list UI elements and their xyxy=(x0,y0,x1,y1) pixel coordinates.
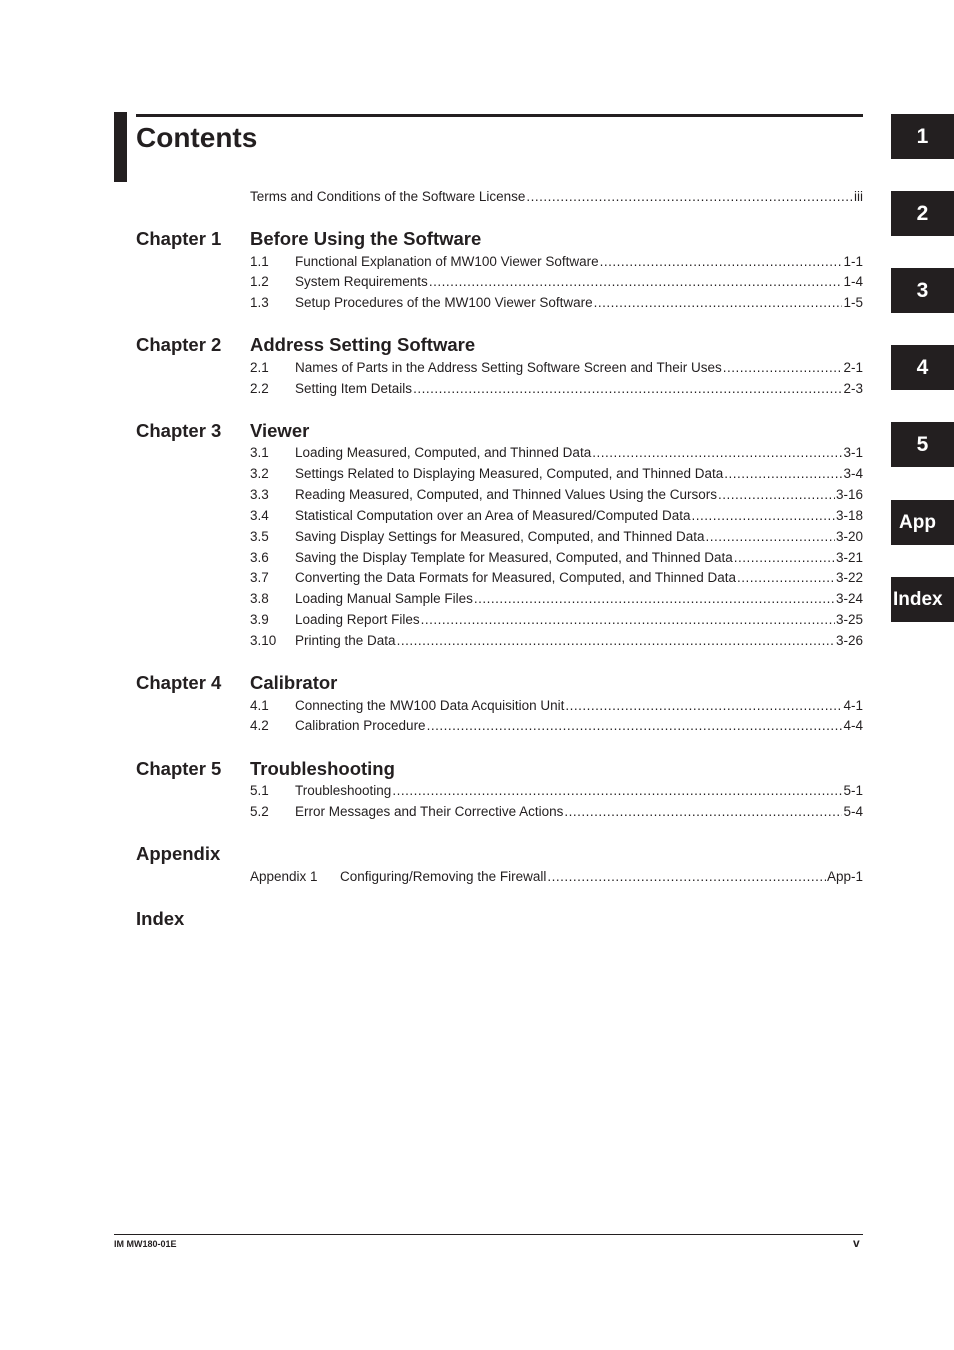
leader-dots xyxy=(429,273,843,291)
toc-entry-page: 3-21 xyxy=(835,550,863,565)
toc-entry-number: 3.3 xyxy=(250,487,269,502)
tab-chapter-4[interactable]: 4 xyxy=(891,345,954,390)
leader-dots xyxy=(413,380,842,398)
toc-entry-text: Loading Report Files xyxy=(295,612,420,627)
leader-dots xyxy=(392,782,842,800)
toc-entry-text: Error Messages and Their Corrective Actions xyxy=(295,804,564,819)
toc-entry-page: iii xyxy=(854,189,863,204)
footer-rule xyxy=(114,1234,863,1235)
toc-entry[interactable] xyxy=(250,380,863,398)
toc-entry-page: 1-5 xyxy=(843,295,863,310)
title-rule xyxy=(136,114,863,117)
toc-entry[interactable] xyxy=(250,507,863,525)
toc-entry-page: 4-1 xyxy=(843,698,863,713)
chapter-4-label: Chapter 4 xyxy=(136,672,222,693)
toc-entry-text: Saving Display Settings for Measured, Computed, and Thinned Data xyxy=(295,529,705,544)
toc-entry-text: Functional Explanation of MW100 Viewer Software xyxy=(295,254,599,269)
toc-entry-page: 1-4 xyxy=(843,274,863,289)
toc-entry-page: 2-3 xyxy=(843,381,863,396)
chapter-5-title[interactable]: Troubleshooting xyxy=(250,758,395,779)
leader-dots xyxy=(724,465,842,483)
toc-entry[interactable] xyxy=(250,697,863,715)
leader-dots xyxy=(691,507,835,525)
leader-dots xyxy=(564,803,842,821)
toc-entry[interactable] xyxy=(250,632,863,650)
leader-dots xyxy=(526,188,853,206)
toc-entry-page: 3-1 xyxy=(843,445,863,460)
toc-entry-number: 3.6 xyxy=(250,550,269,565)
toc-entry-page: 3-22 xyxy=(835,570,863,585)
toc-entry-number: 3.4 xyxy=(250,508,269,523)
toc-entry[interactable] xyxy=(250,273,863,291)
toc-entry-number: 4.1 xyxy=(250,698,269,713)
toc-entry-page: App-1 xyxy=(826,869,863,884)
toc-entry-text: Loading Manual Sample Files xyxy=(295,591,473,606)
leader-dots xyxy=(734,549,835,567)
leader-dots xyxy=(547,868,826,886)
toc-entry-number: Appendix 1 xyxy=(250,869,318,884)
toc-entry-page: 1-1 xyxy=(843,254,863,269)
toc-entry[interactable] xyxy=(250,803,863,821)
toc-entry-page: 3-18 xyxy=(835,508,863,523)
toc-entry[interactable] xyxy=(250,590,863,608)
leader-dots xyxy=(427,717,843,735)
toc-entry-page: 4-4 xyxy=(843,718,863,733)
toc-entry-number: 2.1 xyxy=(250,360,269,375)
toc-entry-number: 3.8 xyxy=(250,591,269,606)
toc-entry-text: Settings Related to Displaying Measured, Computed, and Thinned Data xyxy=(295,466,724,481)
toc-entry-text: Printing the Data xyxy=(295,633,396,648)
toc-entry-text: Reading Measured, Computed, and Thinned Values Using the Cursors xyxy=(295,487,717,502)
toc-entry-license[interactable] xyxy=(250,188,863,206)
toc-entry-page: 3-16 xyxy=(835,487,863,502)
toc-entry-text: Saving the Display Template for Measured, Computed, and Thinned Data xyxy=(295,550,733,565)
toc-entry-number: 3.2 xyxy=(250,466,269,481)
toc-entry[interactable] xyxy=(250,294,863,312)
toc-entry-text: Terms and Conditions of the Software License xyxy=(250,189,526,204)
chapter-2-title[interactable]: Address Setting Software xyxy=(250,334,476,355)
tab-chapter-2[interactable]: 2 xyxy=(891,191,954,236)
leader-dots xyxy=(723,359,843,377)
toc-entry[interactable] xyxy=(250,465,863,483)
toc-entry[interactable] xyxy=(250,782,863,800)
leader-dots xyxy=(421,611,835,629)
toc-entry-page: 3-25 xyxy=(835,612,863,627)
toc-entry-page: 3-4 xyxy=(843,466,863,481)
leader-dots xyxy=(705,528,834,546)
toc-entry-number: 1.2 xyxy=(250,274,269,289)
chapter-3-label: Chapter 3 xyxy=(136,420,222,441)
leader-dots xyxy=(592,444,842,462)
toc-entry[interactable] xyxy=(250,569,863,587)
toc-entry-text: Setup Procedures of the MW100 Viewer Software xyxy=(295,295,593,310)
toc-entry-number: 1.1 xyxy=(250,254,269,269)
toc-entry[interactable] xyxy=(250,486,863,504)
toc-entry-text: Troubleshooting xyxy=(295,783,392,798)
tab-index[interactable]: Index xyxy=(891,577,954,622)
index-heading[interactable]: Index xyxy=(136,908,185,929)
toc-entry-page: 3-24 xyxy=(835,591,863,606)
chapter-2-label: Chapter 2 xyxy=(136,334,222,355)
toc-entry-number: 2.2 xyxy=(250,381,269,396)
toc-entry-text: Names of Parts in the Address Setting Software Screen and Their Uses xyxy=(295,360,722,375)
toc-entry[interactable] xyxy=(250,549,863,567)
toc-entry-text: Calibration Procedure xyxy=(295,718,426,733)
toc-entry-text: Setting Item Details xyxy=(295,381,413,396)
leader-dots xyxy=(600,253,843,271)
footer-doc-id: IM MW180-01E xyxy=(114,1239,177,1249)
toc-entry-text: System Requirements xyxy=(295,274,428,289)
leader-dots xyxy=(594,294,843,312)
toc-entry-number: 4.2 xyxy=(250,718,269,733)
toc-entry-text: Loading Measured, Computed, and Thinned Data xyxy=(295,445,592,460)
toc-entry[interactable] xyxy=(250,528,863,546)
footer-page-number: v xyxy=(853,1236,860,1250)
toc-entry-page: 5-1 xyxy=(843,783,863,798)
chapter-5-label: Chapter 5 xyxy=(136,758,222,779)
toc-entry[interactable] xyxy=(250,253,863,271)
chapter-3-title[interactable]: Viewer xyxy=(250,420,310,441)
page-title: Contents xyxy=(136,122,258,153)
tab-chapter-1[interactable]: 1 xyxy=(891,114,954,159)
toc-entry-text: Connecting the MW100 Data Acquisition Unit xyxy=(295,698,565,713)
toc-entry-text: Configuring/Removing the Firewall xyxy=(340,869,547,884)
chapter-1-label: Chapter 1 xyxy=(136,228,222,249)
toc-entry[interactable] xyxy=(250,611,863,629)
tab-appendix[interactable]: App xyxy=(891,500,954,545)
leader-dots xyxy=(737,569,835,587)
toc-entry[interactable] xyxy=(250,444,863,462)
toc-entry-number: 1.3 xyxy=(250,295,269,310)
toc-entry-page: 3-26 xyxy=(835,633,863,648)
tab-chapter-5[interactable]: 5 xyxy=(891,422,954,467)
leader-dots xyxy=(718,486,835,504)
chapter-1-title[interactable]: Before Using the Software xyxy=(250,228,482,249)
toc-entry-page: 5-4 xyxy=(843,804,863,819)
toc-entry[interactable] xyxy=(250,717,863,735)
toc-entry[interactable] xyxy=(250,359,863,377)
toc-entry-text: Statistical Computation over an Area of Measured/Computed Data xyxy=(295,508,691,523)
toc-entry-number: 5.2 xyxy=(250,804,269,819)
title-accent-bar xyxy=(114,112,127,182)
leader-dots xyxy=(565,697,842,715)
toc-entry-text: Converting the Data Formats for Measured, Computed, and Thinned Data xyxy=(295,570,736,585)
appendix-heading[interactable]: Appendix xyxy=(136,843,221,864)
toc-entry-number: 3.7 xyxy=(250,570,269,585)
leader-dots xyxy=(474,590,835,608)
toc-entry-appendix-1[interactable] xyxy=(250,868,863,886)
tab-chapter-3[interactable]: 3 xyxy=(891,268,954,313)
chapter-4-title[interactable]: Calibrator xyxy=(250,672,338,693)
leader-dots xyxy=(397,632,835,650)
toc-entry-number: 3.10 xyxy=(250,633,277,648)
toc-entry-number: 3.9 xyxy=(250,612,269,627)
toc-entry-page: 3-20 xyxy=(835,529,863,544)
toc-entry-number: 5.1 xyxy=(250,783,269,798)
toc-entry-page: 2-1 xyxy=(843,360,863,375)
toc-entry-number: 3.5 xyxy=(250,529,269,544)
toc-entry-number: 3.1 xyxy=(250,445,269,460)
